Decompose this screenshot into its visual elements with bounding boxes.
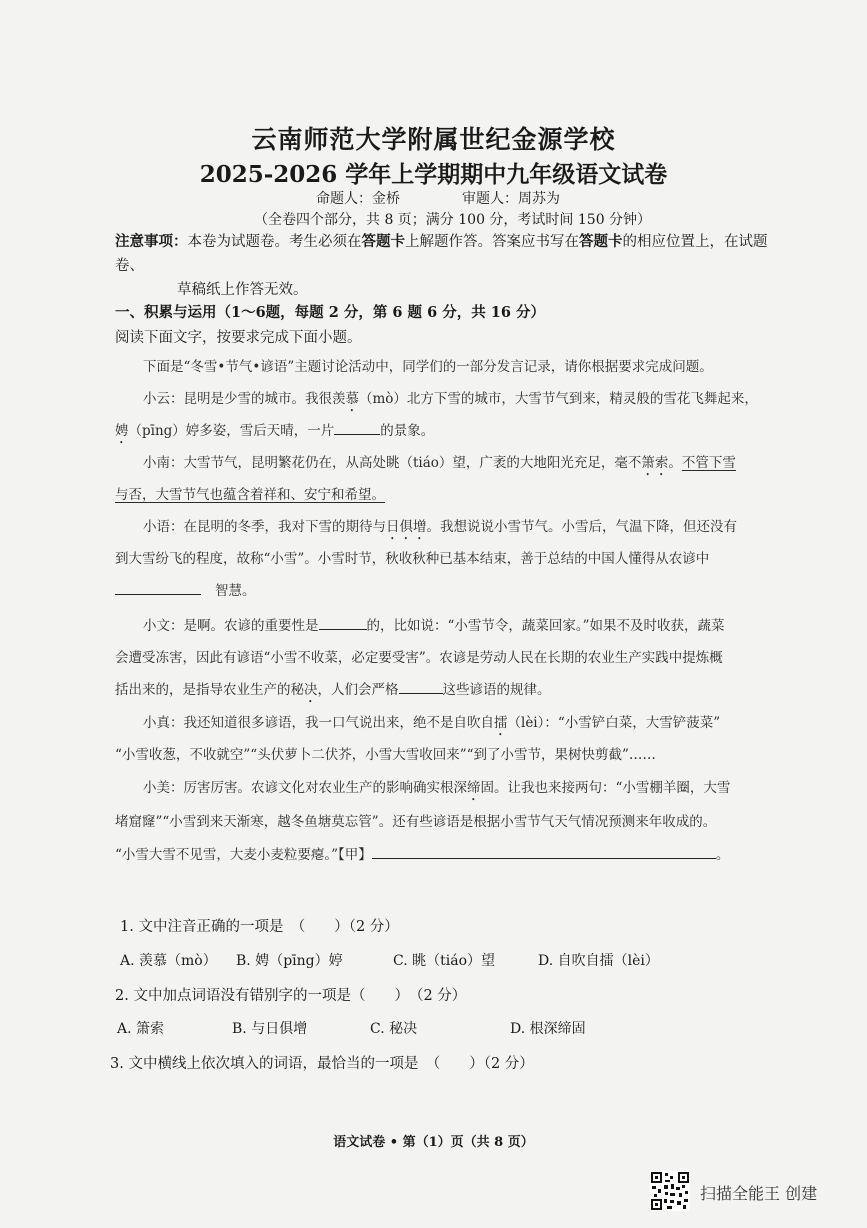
- question-1: 1. 文中注音正确的一项是 （ ）（2 分）: [120, 919, 399, 935]
- text: 智慧。: [215, 583, 256, 599]
- text: 小文：是啊。农谚的重要性是: [143, 618, 319, 634]
- notice-text: 的相应位置上，在试题卷、: [115, 234, 768, 274]
- exam-title: 2025-2026 学年上学期期中九年级语文试卷: [199, 161, 668, 188]
- answer-blank-jia: [372, 846, 716, 859]
- dotted-word: 箫索: [641, 455, 669, 471]
- fill-blank: [115, 582, 201, 595]
- question-2: 2. 文中加点词语没有错别字的一项是（ ） （2 分）: [115, 988, 467, 1004]
- passage-line: [143, 515, 737, 543]
- notice-text: 本卷为试题卷。考生必须在: [187, 234, 362, 250]
- text: （pīng）婷多姿，雪后天晴，一片: [128, 423, 335, 439]
- q2-option-b: B. 与日俱增: [232, 1021, 308, 1037]
- text: 。: [715, 847, 730, 863]
- section-heading: 一、积累与运用（1～6题，每题 2 分，第 6 题 6 分，共 16 分）: [115, 304, 546, 321]
- passage-line: [143, 614, 725, 634]
- notice-line-2: 草稿纸上作答无效。: [177, 282, 308, 298]
- reviewer: 审题人：周苏为: [462, 191, 560, 207]
- text: 的，比如说：“小雪节令，蔬菜回家。”如果不及时收获，蔬菜: [366, 618, 725, 634]
- scanner-watermark: [648, 1171, 848, 1211]
- passage-line: [115, 678, 551, 706]
- dotted-word: 擂: [494, 715, 508, 731]
- q2-option-a: A. 箫索: [117, 1021, 165, 1037]
- text: 固。让我也来接两句：“小雪棚羊圈，大雪: [480, 780, 731, 796]
- dotted-word: 娉: [115, 423, 129, 439]
- notice-text: 上解题作答。答案应书写在: [405, 234, 579, 250]
- text: （mò）北方下雪的城市，大雪节气到来，精灵般的雪花飞舞起来，: [359, 391, 758, 407]
- passage-line: [143, 711, 720, 739]
- setter: 命题人：金桥: [316, 191, 400, 207]
- notice-label: 注意事项：: [115, 233, 188, 250]
- notice-keyword: 答题卡: [579, 233, 623, 250]
- underlined-text: 不管下雪: [681, 455, 736, 471]
- passage-line: [143, 387, 758, 415]
- passage-line: [143, 776, 730, 804]
- text: 这些谚语的规律。: [442, 682, 551, 698]
- text: ，人们会严格: [317, 682, 399, 698]
- text: 。: [668, 455, 682, 471]
- text: （lèi）：“小雪铲白菜，大雪铲菠菜”: [507, 715, 721, 731]
- text: 小南：大雪节气，昆明繁花仍在，从高处眺（tiáo）望，广袤的大地阳光充足，毫不: [143, 455, 642, 471]
- text: 小美：厉害厉害。农谚文化对农业生产的影响确实根深: [143, 780, 467, 796]
- passage-line: [143, 451, 736, 479]
- text: 的景象。: [380, 423, 435, 439]
- q2-option-c: C. 秘决: [370, 1021, 418, 1037]
- qr-code-icon: [650, 1171, 690, 1211]
- q1-option-a: A. 羡慕（mò）: [120, 953, 217, 969]
- dotted-word: 决: [304, 682, 318, 698]
- dotted-word: 慕: [345, 391, 359, 407]
- question-3: 3. 文中横线上依次填入的词语，最恰当的一项是 （ ）（2 分）: [110, 1056, 534, 1072]
- text: “小雪大雪不见雪，大麦小麦粒要瘪。”【甲】: [115, 847, 372, 863]
- notice: [115, 230, 795, 302]
- fill-blank: [334, 422, 380, 435]
- dotted-word: 日俱增: [386, 519, 427, 535]
- passage-line: “小雪收葱，不收就空”“头伏萝卜二伏芥，小雪大雪收回来”“到了小雪节，果树快剪截”……: [115, 747, 656, 763]
- fill-blank: [319, 617, 367, 630]
- text: 小语：在昆明的冬季，我对下雪的期待与: [143, 519, 386, 535]
- exam-info: （全卷四个部分，共 8 页；满分 100 分，考试时间 150 分钟）: [254, 212, 652, 228]
- section-instruction: 阅读下面文字，按要求完成下面小题。: [115, 330, 362, 346]
- notice-keyword: 答题卡: [361, 233, 405, 250]
- q2-option-d: D. 根深缔固: [510, 1021, 586, 1037]
- q1-option-b: B. 娉（pīng）婷: [236, 953, 343, 969]
- text: 括出来的，是指导农业生产的秘: [115, 682, 304, 698]
- passage-line: 会遭受冻害，因此有谚语“小雪不收菜，必定要受害”。农谚是劳动人民在长期的农业生产实践中提炼概: [115, 650, 723, 666]
- scanner-label: 扫描全能王 创建: [700, 1184, 818, 1203]
- passage-line: [115, 419, 434, 447]
- dotted-word: 缔: [467, 780, 481, 796]
- fill-blank: [399, 681, 443, 694]
- passage-line: 到大雪纷飞的程度，故称“小雪”。小雪时节，秋收秋种已基本结束，善于总结的中国人懂得从农谚中: [115, 551, 710, 567]
- passage-line: 堵窟窿”“小雪到来天渐寒，越冬鱼塘莫忘管”。还有些谚语是根据小雪节气天气情况预测来年收成的。: [115, 814, 717, 830]
- underlined-sentence: 与否，大雪节气也蕴含着祥和、安宁和希望。: [115, 487, 385, 503]
- page-footer: 语文试卷 • 第（1）页（共 8 页）: [333, 1135, 534, 1150]
- passage-line: 下面是“冬雪•节气•谚语”主题讨论活动中，同学们的一部分发言记录，请你根据要求完成问题。: [143, 359, 713, 375]
- passage-line: [115, 579, 256, 599]
- authors-line: [316, 188, 560, 208]
- q1-option-c: C. 眺（tiáo）望: [393, 953, 495, 969]
- passage-line: [115, 843, 729, 863]
- q1-option-d: D. 自吹自擂（lèi）: [538, 953, 659, 969]
- school-name: 云南师范大学附属世纪金源学校: [251, 125, 616, 154]
- text: 小真：我还知道很多谚语，我一口气说出来，绝不是自吹自: [143, 715, 494, 731]
- text: 。我想说说小雪节气。小雪后，气温下降，但还没有: [426, 519, 737, 535]
- text: 小云：昆明是少雪的城市。我很羡: [143, 391, 346, 407]
